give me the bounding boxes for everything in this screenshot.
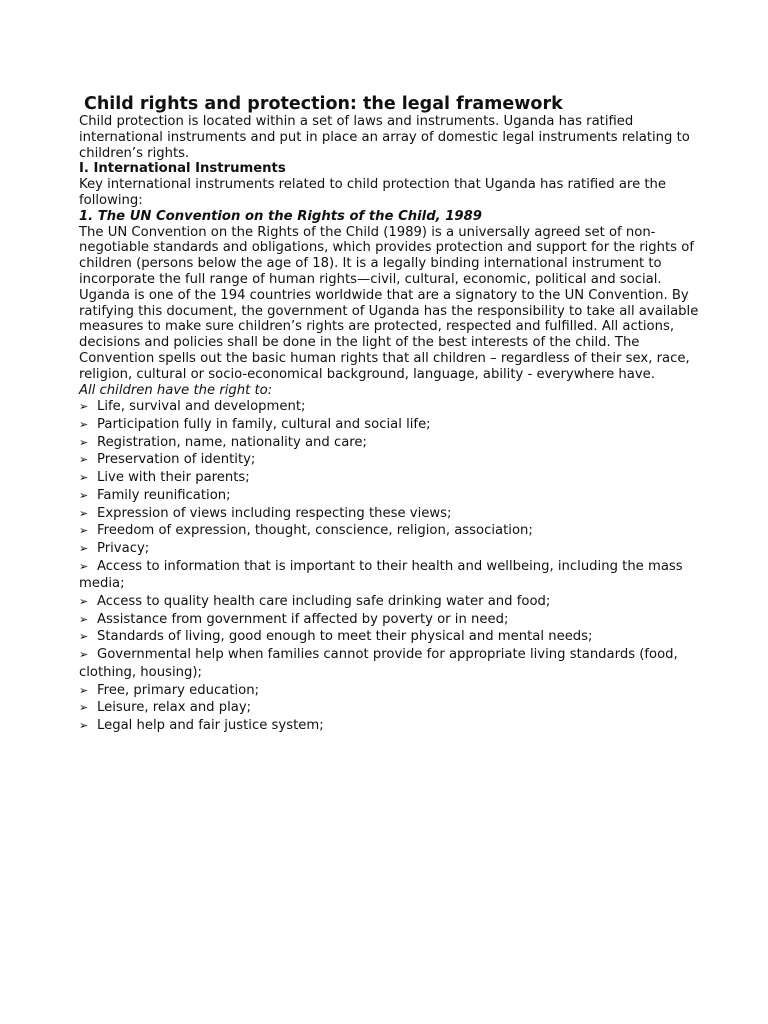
arrow-bullet-icon: ➢	[79, 612, 89, 626]
rights-list-item-text: Registration, name, nationality and care;	[97, 434, 367, 450]
arrow-bullet-icon: ➢	[79, 541, 89, 555]
arrow-bullet-icon: ➢	[79, 453, 89, 467]
rights-list-item-text: Expression of views including respecting these views;	[97, 505, 452, 521]
subsection-body-paragraph: The UN Convention on the Rights of the Child (1989) is a universally agreed set of non-negotiable standards and obligations, which provides protection and support for the rights of children (persons below the age of 18). It is a legally binding international instrument to incorporate the full range of human rights—civil, cultural, economic, political and social. Uganda is one of the 194 countries worldwide that are a signatory to the UN Convention. By ratifying this document, the government of Uganda has the responsibility to take all available measures to make sure children’s rights are protected, respected and fulfilled. All actions, decisions and policies shall be done in the light of the best interests of the child. The Convention spells out the basic human rights that all children – regardless of their sex, race, religion, cultural or socio-economical background, language, ability - everywhere have.	[79, 224, 699, 382]
arrow-bullet-icon: ➢	[79, 719, 89, 732]
rights-list-item	[79, 646, 704, 681]
arrow-bullet-icon: ➢	[79, 400, 89, 414]
rights-list-item	[79, 558, 704, 593]
rights-list-item-text: Participation fully in family, cultural and social life;	[97, 417, 431, 433]
arrow-bullet-icon: ➢	[79, 506, 89, 520]
rights-list-item-text: Standards of living, good enough to meet their physical and mental needs;	[97, 629, 593, 645]
rights-list-item	[79, 593, 704, 611]
rights-list-item-text: Family reunification;	[97, 487, 231, 503]
rights-list-item	[79, 522, 704, 540]
arrow-bullet-icon: ➢	[79, 595, 89, 609]
rights-list-item-text: Governmental help when families cannot provide for appropriate living standards (food, clothing, housing);	[79, 647, 678, 680]
rights-list-item-text: Preservation of identity;	[97, 452, 256, 468]
arrow-bullet-icon: ➢	[79, 471, 89, 485]
arrow-bullet-icon: ➢	[79, 648, 89, 662]
section-intro-paragraph: Key international instruments related to child protection that Uganda has ratified are the following:	[79, 177, 667, 208]
rights-list-item-text: Privacy;	[97, 540, 150, 556]
rights-list-item	[79, 451, 704, 469]
rights-list-item	[79, 682, 704, 700]
rights-list-item	[79, 416, 704, 434]
rights-list-item	[79, 398, 704, 416]
arrow-bullet-icon: ➢	[79, 435, 89, 449]
arrow-bullet-icon: ➢	[79, 701, 89, 715]
rights-list-item	[79, 611, 704, 629]
arrow-bullet-icon: ➢	[79, 683, 89, 697]
arrow-bullet-icon: ➢	[79, 524, 89, 538]
rights-list-item-text: Life, survival and development;	[97, 399, 306, 415]
rights-list-item-text: Assistance from government if affected by poverty or in need;	[97, 611, 509, 627]
rights-list-item	[79, 487, 704, 505]
intro-paragraph: Child protection is located within a set of laws and instruments. Uganda has ratified international instruments and put in place an array of domestic legal instruments relating to children’s rights.	[79, 114, 690, 161]
rights-list-item-text: Legal help and fair justice system;	[97, 718, 324, 733]
document-title: Child rights and protection: the legal framework	[84, 94, 563, 114]
rights-list-item	[79, 469, 704, 487]
rights-list-item-text: Access to quality health care including safe drinking water and food;	[97, 594, 551, 610]
rights-list-item	[79, 434, 704, 452]
rights-list-item	[79, 699, 704, 717]
rights-list-item-text: Live with their parents;	[97, 470, 250, 486]
rights-list-item	[79, 628, 704, 646]
arrow-bullet-icon: ➢	[79, 488, 89, 502]
arrow-bullet-icon: ➢	[79, 418, 89, 432]
subsection-heading: 1. The UN Convention on the Rights of the Child, 1989	[79, 208, 482, 224]
rights-list-item-text: Access to information that is important to their health and wellbeing, including the mass media;	[79, 558, 683, 592]
rights-list-item	[79, 540, 704, 558]
section-heading: I. International Instruments	[79, 161, 286, 177]
rights-list-item	[79, 717, 704, 735]
rights-list-lead: All children have the right to:	[79, 382, 273, 398]
rights-list-item-text: Freedom of expression, thought, conscience, religion, association;	[97, 523, 533, 539]
rights-list	[79, 398, 704, 734]
rights-list-item-text: Leisure, relax and play;	[97, 700, 252, 716]
rights-list-item	[79, 505, 704, 523]
rights-list-item-text: Free, primary education;	[97, 682, 260, 698]
document-page	[79, 94, 704, 735]
arrow-bullet-icon: ➢	[79, 630, 89, 644]
arrow-bullet-icon: ➢	[79, 559, 89, 573]
